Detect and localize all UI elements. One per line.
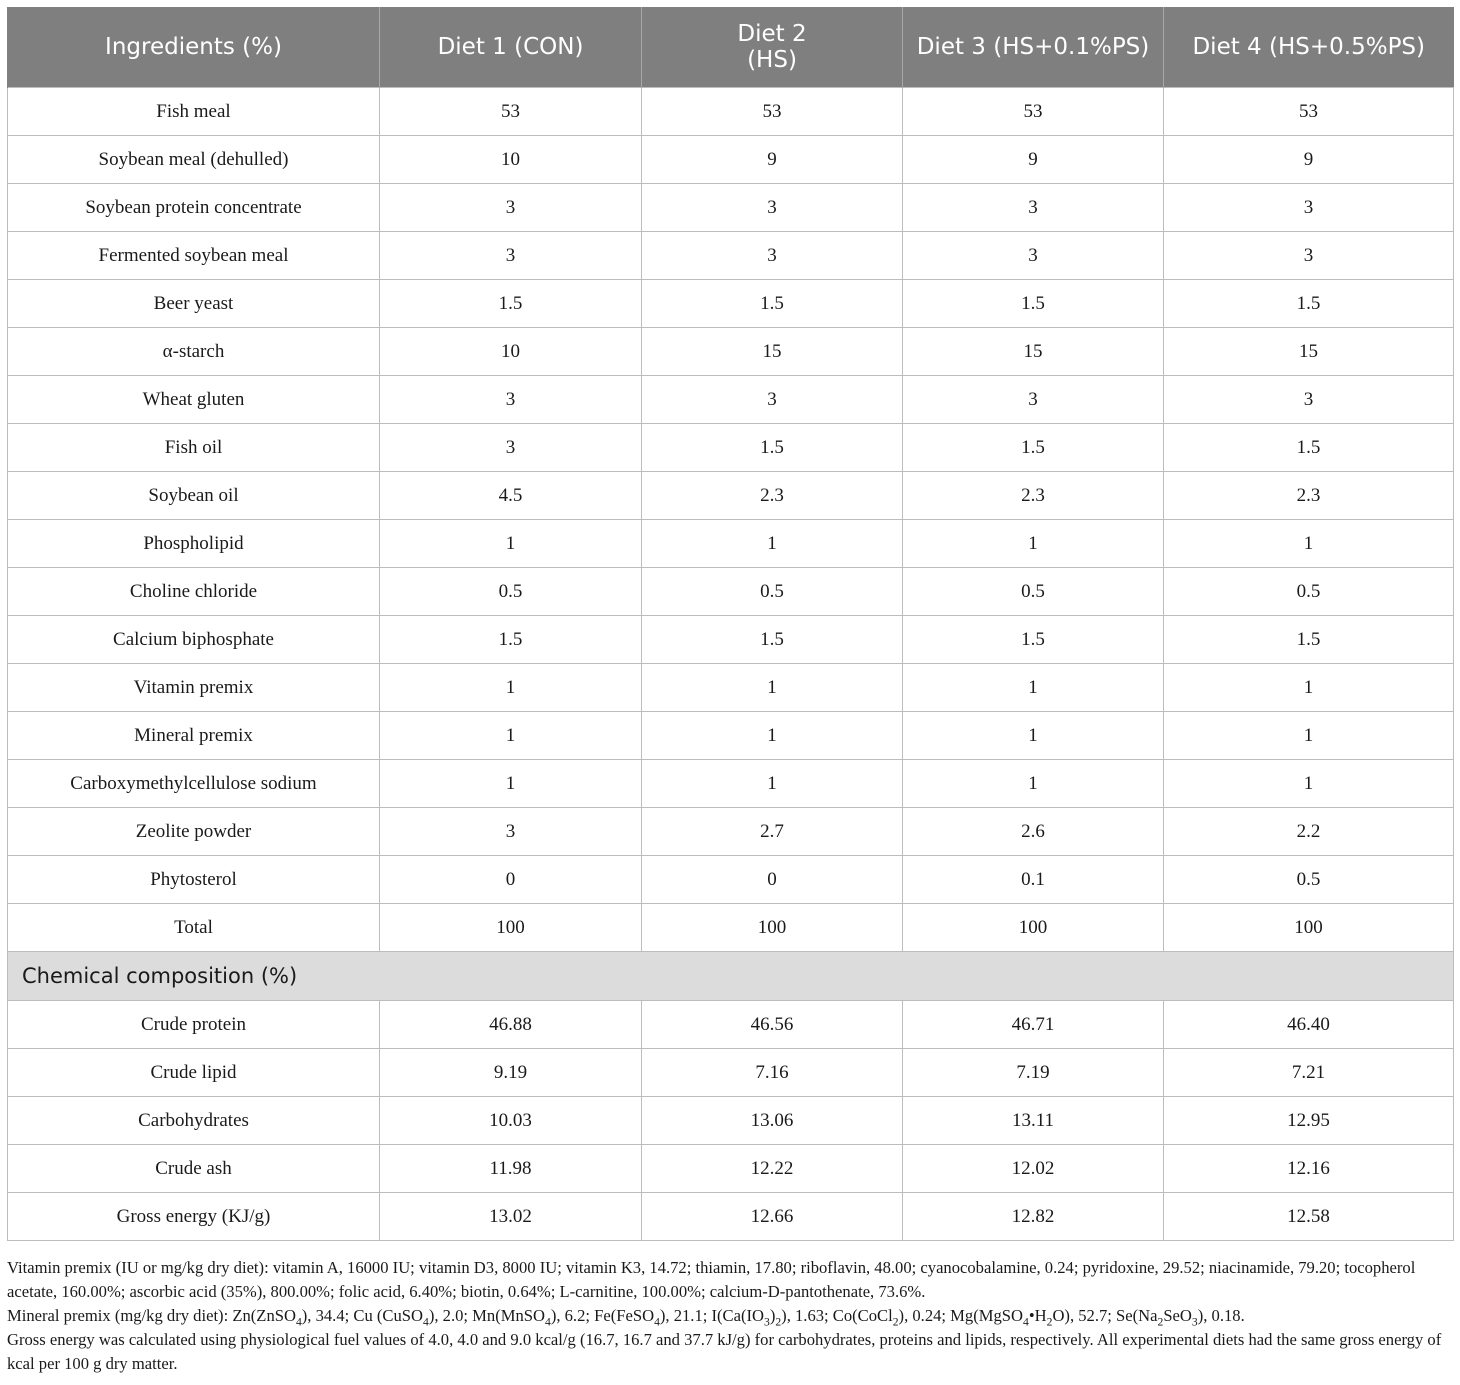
value-cell: 3 <box>642 184 903 232</box>
value-cell: 1.5 <box>642 616 903 664</box>
value-cell: 3 <box>380 184 642 232</box>
value-cell: 1 <box>903 760 1164 808</box>
value-cell: 1 <box>903 520 1164 568</box>
value-cell: 46.56 <box>642 1001 903 1049</box>
value-cell: 9.19 <box>380 1049 642 1097</box>
row-label-cell: Total <box>8 904 380 952</box>
value-cell: 3 <box>642 232 903 280</box>
value-cell: 100 <box>903 904 1164 952</box>
table-footnotes <box>7 1256 1455 1376</box>
table-row <box>8 232 1454 280</box>
value-cell: 13.02 <box>380 1193 642 1241</box>
row-label-cell: Calcium biphosphate <box>8 616 380 664</box>
value-cell: 0 <box>642 856 903 904</box>
mineral-premix-footnote: Mineral premix (mg/kg dry diet): Zn(ZnSO$_4$), 34.4; Cu (CuSO$_4$), 2.0; Mn(MnSO$_4$), 6.2; Fe(FeSO$_4$), 21.1; $I(Ca(IO_3)_2)$, 1.63; Co(CoCl$_2$), 0.24; $Mg(MgSO_4•H_2O)$, 52.7; $Se(Na_2SeO_3)$, 0.18. <box>7 1306 1245 1329</box>
section-header-row <box>8 952 1454 1001</box>
value-cell: 3 <box>380 808 642 856</box>
table-row <box>8 184 1454 232</box>
value-cell: 0.1 <box>903 856 1164 904</box>
row-label-cell: α-starch <box>8 328 380 376</box>
value-cell: 2.2 <box>1164 808 1454 856</box>
header-row <box>8 7 1454 88</box>
value-cell: 1 <box>903 664 1164 712</box>
row-label-cell: Zeolite powder <box>8 808 380 856</box>
table-row <box>8 568 1454 616</box>
value-cell: 100 <box>642 904 903 952</box>
value-cell: 3 <box>1164 376 1454 424</box>
value-cell: 10 <box>380 136 642 184</box>
value-cell: 7.16 <box>642 1049 903 1097</box>
section-title: Chemical composition (%) <box>8 952 1454 1001</box>
value-cell: 7.19 <box>903 1049 1164 1097</box>
value-cell: 0.5 <box>1164 856 1454 904</box>
value-cell: 9 <box>1164 136 1454 184</box>
row-label-cell: Phytosterol <box>8 856 380 904</box>
value-cell: 3 <box>380 424 642 472</box>
table-body <box>8 88 1454 1241</box>
value-cell: 7.21 <box>1164 1049 1454 1097</box>
value-cell: 12.58 <box>1164 1193 1454 1241</box>
row-label-cell: Fish oil <box>8 424 380 472</box>
header-diet-2: Diet 2 (HS) <box>642 7 903 88</box>
value-cell: 46.40 <box>1164 1001 1454 1049</box>
row-label-cell: Crude protein <box>8 1001 380 1049</box>
value-cell: 1 <box>380 520 642 568</box>
value-cell: 1 <box>642 760 903 808</box>
value-cell: 1.5 <box>903 616 1164 664</box>
value-cell: 9 <box>642 136 903 184</box>
value-cell: 2.3 <box>642 472 903 520</box>
table-row <box>8 424 1454 472</box>
table-row <box>8 856 1454 904</box>
table-row <box>8 1001 1454 1049</box>
header-diet-3: Diet 3 (HS+0.1%PS) <box>903 7 1164 88</box>
value-cell: 1.5 <box>1164 424 1454 472</box>
table-row <box>8 1193 1454 1241</box>
value-cell: 1 <box>1164 520 1454 568</box>
header-ingredients: Ingredients (%) <box>8 7 380 88</box>
value-cell: 0.5 <box>1164 568 1454 616</box>
value-cell: 100 <box>1164 904 1454 952</box>
row-label-cell: Soybean oil <box>8 472 380 520</box>
row-label-cell: Choline chloride <box>8 568 380 616</box>
value-cell: 1.5 <box>380 616 642 664</box>
value-cell: 3 <box>1164 184 1454 232</box>
value-cell: 15 <box>642 328 903 376</box>
table-row <box>8 760 1454 808</box>
row-label-cell: Mineral premix <box>8 712 380 760</box>
value-cell: 3 <box>380 232 642 280</box>
value-cell: 1 <box>1164 712 1454 760</box>
table-row <box>8 280 1454 328</box>
row-label-cell: Gross energy (KJ/g) <box>8 1193 380 1241</box>
value-cell: 12.22 <box>642 1145 903 1193</box>
value-cell: 1.5 <box>903 424 1164 472</box>
row-label-cell: Beer yeast <box>8 280 380 328</box>
value-cell: 3 <box>903 376 1164 424</box>
table-row <box>8 712 1454 760</box>
gross-energy-footnote: Gross energy was calculated using physiological fuel values of 4.0, 4.0 and 9.0 kcal/g (16.7, 16.7 and 37.7 kJ/g) for carbohydrates, proteins and lipids, respectively. All experimental diets had the same gross energy of kcal per 100 g dry matter. <box>7 1330 1442 1373</box>
value-cell: 53 <box>1164 88 1454 136</box>
value-cell: 53 <box>903 88 1164 136</box>
table-row <box>8 904 1454 952</box>
value-cell: 2.3 <box>1164 472 1454 520</box>
table-row <box>8 472 1454 520</box>
row-label-cell: Soybean meal (dehulled) <box>8 136 380 184</box>
value-cell: 10 <box>380 328 642 376</box>
value-cell: 3 <box>1164 232 1454 280</box>
header-diet-4: Diet 4 (HS+0.5%PS) <box>1164 7 1454 88</box>
value-cell: 1.5 <box>1164 616 1454 664</box>
row-label-cell: Crude lipid <box>8 1049 380 1097</box>
value-cell: 4.5 <box>380 472 642 520</box>
value-cell: 1 <box>642 520 903 568</box>
table-row <box>8 520 1454 568</box>
value-cell: 53 <box>642 88 903 136</box>
table-row <box>8 664 1454 712</box>
row-label-cell: Wheat gluten <box>8 376 380 424</box>
row-label-cell: Phospholipid <box>8 520 380 568</box>
row-label-cell: Fish meal <box>8 88 380 136</box>
value-cell: 1.5 <box>380 280 642 328</box>
row-label-cell: Carboxymethylcellulose sodium <box>8 760 380 808</box>
value-cell: 3 <box>903 184 1164 232</box>
value-cell: 1.5 <box>903 280 1164 328</box>
value-cell: 3 <box>642 376 903 424</box>
value-cell: 1 <box>380 712 642 760</box>
value-cell: 1.5 <box>1164 280 1454 328</box>
value-cell: 1 <box>380 760 642 808</box>
value-cell: 1 <box>642 712 903 760</box>
value-cell: 15 <box>1164 328 1454 376</box>
value-cell: 1 <box>1164 664 1454 712</box>
value-cell: 0.5 <box>642 568 903 616</box>
row-label-cell: Fermented soybean meal <box>8 232 380 280</box>
table-row <box>8 328 1454 376</box>
header-diet-1: Diet 1 (CON) <box>380 7 642 88</box>
value-cell: 1 <box>1164 760 1454 808</box>
table-row <box>8 1145 1454 1193</box>
row-label-cell: Carbohydrates <box>8 1097 380 1145</box>
value-cell: 9 <box>903 136 1164 184</box>
value-cell: 53 <box>380 88 642 136</box>
value-cell: 0.5 <box>903 568 1164 616</box>
value-cell: 1 <box>903 712 1164 760</box>
value-cell: 12.95 <box>1164 1097 1454 1145</box>
value-cell: 10.03 <box>380 1097 642 1145</box>
value-cell: 11.98 <box>380 1145 642 1193</box>
diet-composition-table-container <box>7 7 1453 1241</box>
value-cell: 15 <box>903 328 1164 376</box>
table-row <box>8 1097 1454 1145</box>
value-cell: 46.88 <box>380 1001 642 1049</box>
table-row <box>8 88 1454 136</box>
vitamin-premix-footnote: Vitamin premix (IU or mg/kg dry diet): vitamin A, 16000 IU; vitamin D3, 8000 IU; vitamin K3, 14.72; thiamin, 17.80; riboflavin, 48.00; cyanocobalamine, 0.24; pyridoxine, 29.52; niacinamide, 79.20; tocopherol acetate, 160.00%; ascorbic acid (35%), 800.00%; folic acid, 6.40%; biotin, 0.64%; L-carnitine, 100.00%; calcium-D-pantothenate, 73.6%. <box>7 1258 1416 1301</box>
value-cell: 12.66 <box>642 1193 903 1241</box>
value-cell: 2.3 <box>903 472 1164 520</box>
table-row <box>8 808 1454 856</box>
value-cell: 0.5 <box>380 568 642 616</box>
value-cell: 13.11 <box>903 1097 1164 1145</box>
row-label-cell: Vitamin premix <box>8 664 380 712</box>
value-cell: 0 <box>380 856 642 904</box>
value-cell: 1.5 <box>642 424 903 472</box>
table-row <box>8 376 1454 424</box>
value-cell: 46.71 <box>903 1001 1164 1049</box>
diet-composition-table <box>7 7 1454 1241</box>
row-label-cell: Crude ash <box>8 1145 380 1193</box>
value-cell: 2.6 <box>903 808 1164 856</box>
value-cell: 2.7 <box>642 808 903 856</box>
table-row <box>8 616 1454 664</box>
value-cell: 1.5 <box>642 280 903 328</box>
value-cell: 3 <box>903 232 1164 280</box>
table-row <box>8 1049 1454 1097</box>
table-row <box>8 136 1454 184</box>
value-cell: 12.02 <box>903 1145 1164 1193</box>
value-cell: 12.82 <box>903 1193 1164 1241</box>
row-label-cell: Soybean protein concentrate <box>8 184 380 232</box>
value-cell: 3 <box>380 376 642 424</box>
value-cell: 1 <box>380 664 642 712</box>
value-cell: 1 <box>642 664 903 712</box>
value-cell: 12.16 <box>1164 1145 1454 1193</box>
value-cell: 13.06 <box>642 1097 903 1145</box>
value-cell: 100 <box>380 904 642 952</box>
